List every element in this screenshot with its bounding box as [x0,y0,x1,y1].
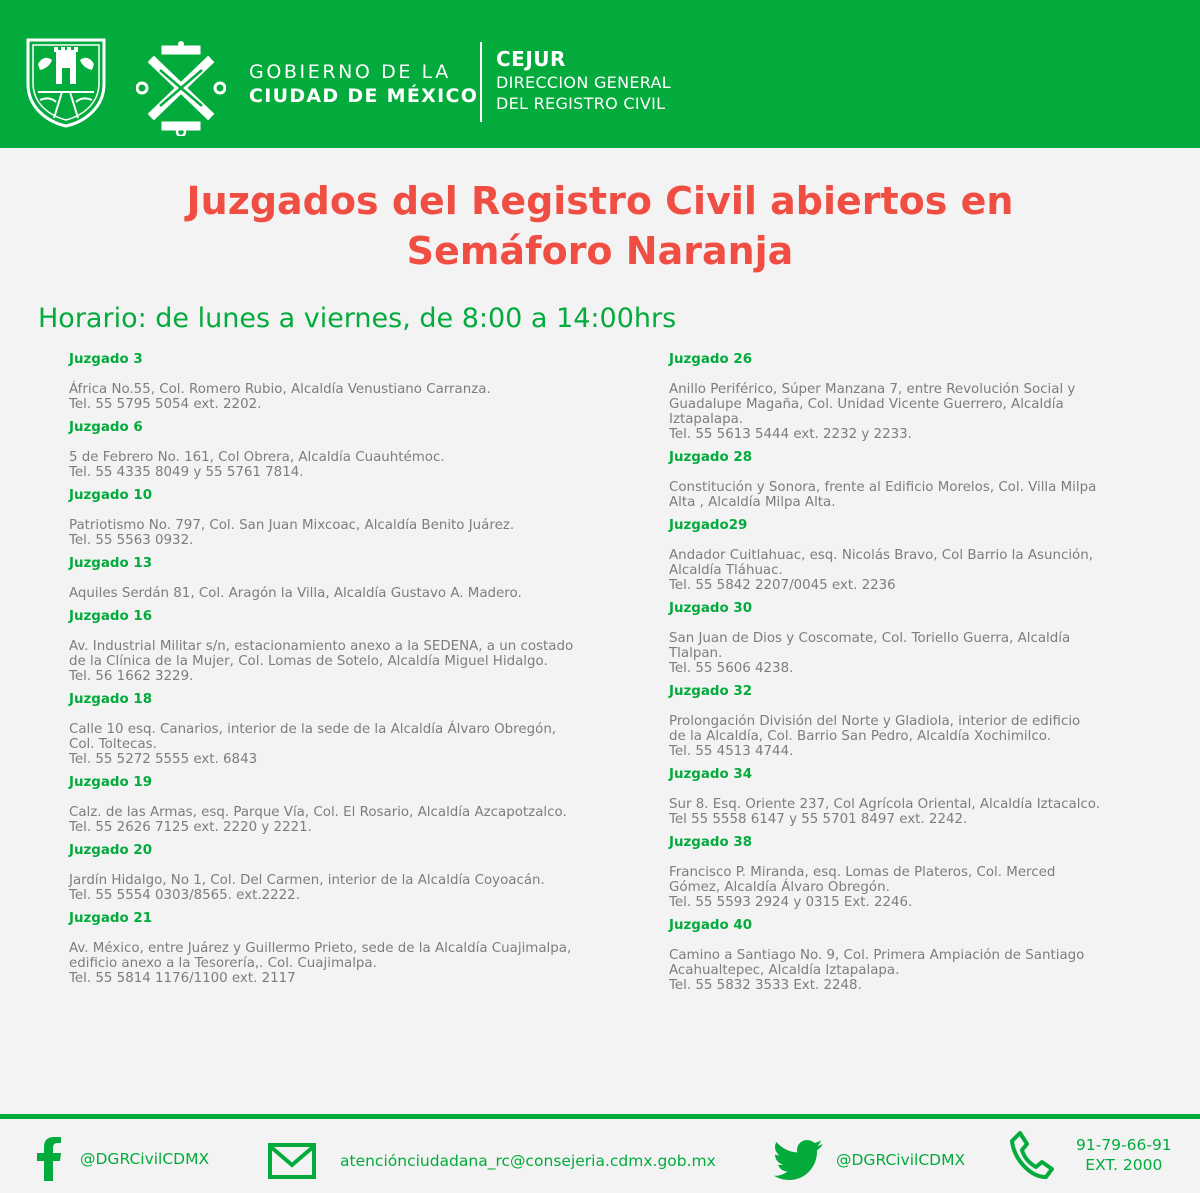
title-line2: Semáforo Naranja [406,229,794,273]
court-name: Juzgado 26 [669,352,753,367]
court-address-line: Tel. 55 5554 0303/8565. ext.2222. [69,888,300,903]
court-address-line: Tlalpan. [669,646,723,661]
court-address-line: Jardín Hidalgo, No 1, Col. Del Carmen, interior de la Alcaldía Coyoacán. [69,873,545,888]
court-entry [669,450,1159,510]
right-column [669,352,1159,1001]
court-address-line: Calz. de las Armas, esq. Parque Vía, Col. El Rosario, Alcaldía Azcapotzalco. [69,805,567,820]
court-address-line: Acahualtepec, Alcaldía Iztapalapa. [669,963,900,978]
court-name: Juzgado 38 [669,835,753,850]
court-address-line: Calle 10 esq. Canarios, interior de la sede de la Alcaldía Álvaro Obregón, [69,722,557,737]
facebook-icon [36,1137,62,1181]
email-address[interactable]: atenciónciudadana_rc@consejeria.cdmx.gob.mx [340,1152,716,1170]
court-name: Juzgado 19 [69,775,153,790]
court-entry [669,518,1159,593]
court-entry [669,835,1159,910]
court-address-line: Iztapalapa. [669,412,744,427]
header-bar [0,0,1200,148]
phone-contact[interactable] [1010,1131,1172,1179]
court-entry [69,420,629,480]
court-name: Juzgado 6 [69,420,143,435]
court-address-line: Andador Cuitlahuac, esq. Nicolás Bravo, Col Barrio la Asunción, [669,548,1093,563]
court-name: Juzgado 40 [669,918,753,933]
court-name: Juzgado 21 [69,911,153,926]
court-name: Juzgado 20 [69,843,153,858]
court-entry [669,767,1159,827]
court-address-line: Tel. 55 5593 2924 y 0315 Ext. 2246. [669,895,913,910]
court-entry [669,601,1159,676]
facebook-handle[interactable]: @DGRCivilCDMX [80,1150,210,1168]
government-name [249,60,478,108]
court-entry [69,692,629,767]
court-address-line: Gómez, Alcaldía Álvaro Obregón. [669,880,890,895]
court-address-line: Guadalupe Magaña, Col. Unidad Vicente Guerrero, Alcaldía [669,397,1064,412]
court-address-line: Patriotismo No. 797, Col. San Juan Mixcoac, Alcaldía Benito Juárez. [69,518,515,533]
phone-icon [1010,1131,1054,1179]
court-entry [69,556,629,601]
court-name: Juzgado 3 [69,352,143,367]
court-name: Juzgado 10 [69,488,153,503]
court-address-line: Alta , Alcaldía Milpa Alta. [669,495,836,510]
court-name: Juzgado 30 [669,601,753,616]
court-address-line: África No.55, Col. Romero Rubio, Alcaldía Venustiano Carranza. [69,382,491,397]
court-address-line: Tel. 55 5832 3533 Ext. 2248. [669,978,862,993]
phone-number[interactable] [1076,1135,1172,1175]
court-address-line: Prolongación División del Norte y Gladiola, interior de edificio [669,714,1081,729]
twitter-icon [774,1139,824,1181]
court-address-line: Camino a Santiago No. 9, Col. Primera Ampiación de Santiago [669,948,1085,963]
court-address-line: San Juan de Dios y Coscomate, Col. Toriello Guerra, Alcaldía [669,631,1071,646]
phone-line2: EXT. 2000 [1085,1156,1163,1174]
court-address-line: Tel. 55 5563 0932. [69,533,194,548]
footer-bar [0,1119,1200,1193]
court-address-line: Tel 55 5558 6147 y 55 5701 8497 ext. 2242. [669,812,968,827]
court-entry [69,352,629,412]
court-address-line: Tel. 55 4513 4744. [669,744,794,759]
court-name: Juzgado 16 [69,609,153,624]
email-contact[interactable] [268,1143,716,1179]
phone-line1[interactable]: 91-79-66-91 [1076,1136,1172,1154]
org-title: CEJUR [496,47,566,71]
court-address-line: Tel. 55 5842 2207/0045 ext. 2236 [669,578,896,593]
court-entry [69,488,629,548]
court-entry [69,843,629,903]
court-address-line: Tel. 55 2626 7125 ext. 2220 y 2221. [69,820,312,835]
header-divider [480,42,482,122]
court-name: Juzgado29 [669,518,748,533]
court-entry [669,918,1159,993]
court-name: Juzgado 13 [69,556,153,571]
court-address-line: de la Clínica de la Mujer, Col. Lomas de Sotelo, Alcaldía Miguel Hidalgo. [69,654,548,669]
court-address-line: Sur 8. Esq. Oriente 237, Col Agrícola Oriental, Alcaldía Iztacalco. [669,797,1101,812]
court-address-line: Alcaldía Tláhuac. [669,563,783,578]
court-address-line: Av. Industrial Militar s/n, estacionamiento anexo a la SEDENA, a un costado [69,639,574,654]
court-name: Juzgado 28 [669,450,753,465]
mail-icon [268,1143,316,1179]
gov-line1: GOBIERNO DE LA [249,61,451,83]
court-address-line: Col. Toltecas. [69,737,157,752]
court-address-line: Tel. 55 5606 4238. [669,661,794,676]
court-address-line: Tel. 55 5272 5555 ext. 6843 [69,752,258,767]
org-sub2: DEL REGISTRO CIVIL [496,94,666,113]
page-title [0,176,1200,276]
court-address-line: Anillo Periférico, Súper Manzana 7, entre Revolución Social y [669,382,1076,397]
court-name: Juzgado 32 [669,684,753,699]
left-column [69,352,629,994]
court-address-line: Tel. 55 5814 1176/1100 ext. 2117 [69,971,296,986]
court-entry [69,609,629,684]
twitter-contact[interactable] [774,1139,965,1181]
schedule-text: Horario: de lunes a viernes, de 8:00 a 14:00hrs [38,303,677,334]
court-address-line: Tel. 56 1662 3229. [69,669,194,684]
court-address-line: Constitución y Sonora, frente al Edificio Morelos, Col. Villa Milpa [669,480,1097,495]
court-entry [69,775,629,835]
court-address-line: edificio anexo a la Tesorería,. Col. Cuajimalpa. [69,956,377,971]
court-entry [69,911,629,986]
court-address-line: Tel. 55 5613 5444 ext. 2232 y 2233. [669,427,912,442]
court-address-line: Tel. 55 5795 5054 ext. 2202. [69,397,262,412]
court-address-line: Francisco P. Miranda, esq. Lomas de Plateros, Col. Merced [669,865,1056,880]
org-block [496,46,671,114]
title-line1: Juzgados del Registro Civil abiertos en [186,179,1014,223]
court-address-line: de la Alcaldía, Col. Barrio San Pedro, Alcaldía Xochimilco. [669,729,1051,744]
facebook-contact[interactable] [36,1137,209,1181]
court-address-line: 5 de Febrero No. 161, Col Obrera, Alcaldía Cuauhtémoc. [69,450,445,465]
twitter-handle[interactable]: @DGRCivilCDMX [836,1151,966,1169]
court-name: Juzgado 34 [669,767,753,782]
court-entry [669,352,1159,442]
cdmx-logo-icon [136,40,226,136]
court-address-line: Av. México, entre Juárez y Guillermo Prieto, sede de la Alcaldía Cuajimalpa, [69,941,572,956]
court-address-line: Aquiles Serdán 81, Col. Aragón la Villa, Alcaldía Gustavo A. Madero. [69,586,522,601]
gov-line2: CIUDAD DE MÉXICO [249,85,479,107]
org-sub1: DIRECCION GENERAL [496,73,671,92]
court-entry [669,684,1159,759]
court-address-line: Tel. 55 4335 8049 y 55 5761 7814. [69,465,304,480]
cdmx-shield-icon [24,36,108,128]
court-name: Juzgado 18 [69,692,153,707]
